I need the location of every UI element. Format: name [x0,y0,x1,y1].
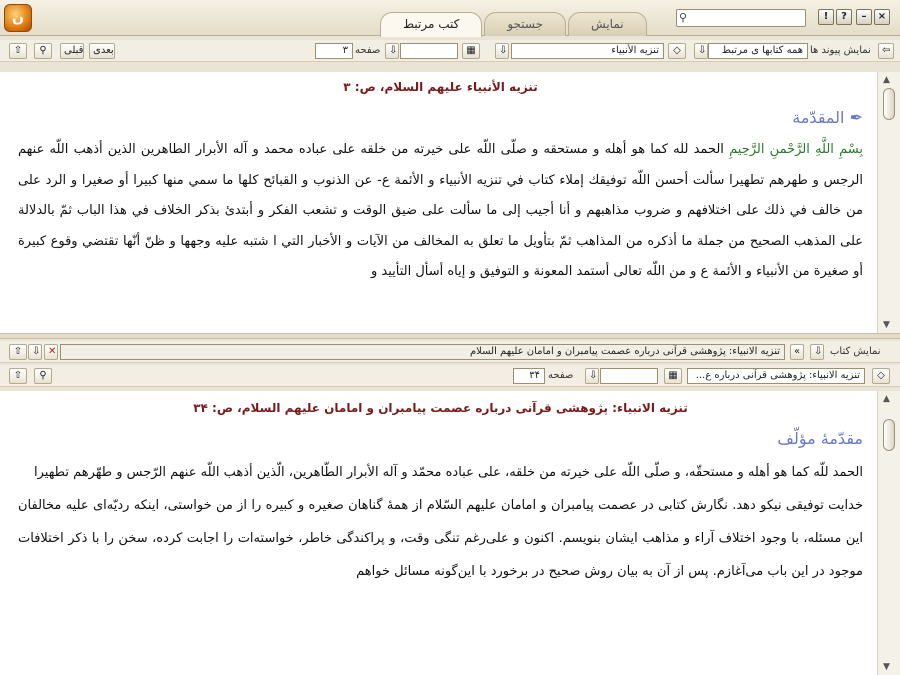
related-label: نمایش پیوند ها [810,45,871,56]
related-book-field[interactable]: تنزیه الانبیاء: پژوهشی قرآنی درباره عصمت پیامبران و امامان علیهم السلام [60,344,785,360]
related-section-heading: مقدّمۀ مؤلّف [777,429,863,448]
title-bar [0,0,900,36]
top-toolbar [0,40,900,62]
page-label: صفحه [355,45,381,56]
show-book-label: نمایش کتاب [830,346,881,357]
related-paragraph-1: الحمد للّه كما هو أهله و مستحقّه، و صلّى اللّه على خيرته من خلقه، على عباده محمّد و آله الأبرار الطّاهرين، الّذين أذهب اللّه عنهم الرّجس و طهّرهم تطهيرا [33,465,863,480]
book-select[interactable]: تنزیه الأنبیاء [511,43,664,59]
bismillah: بِسْمِ اللَّهِ الرَّحْمنِ الرَّحِيمِ [729,142,863,157]
middle-toolbar [0,341,900,363]
related-select[interactable]: همه کتابها ی مرتبط [708,43,808,59]
section-heading [18,108,863,127]
search-input[interactable] [693,10,803,26]
show-book-dropdown-icon[interactable]: ⇩ [810,344,824,360]
page-search-field-2[interactable] [600,368,658,384]
search-tool-icon-2[interactable]: ⚲ [34,368,52,384]
tag-icon-2[interactable]: ◇ [872,368,890,384]
book-dropdown-icon[interactable]: ⇩ [495,43,509,59]
scroll-up-small-button[interactable]: ⇧ [9,344,27,360]
info-button[interactable]: ! [818,9,834,25]
tab-view[interactable]: نمایش [568,12,647,36]
scroll-down-small-button[interactable]: ⇩ [28,344,42,360]
page-label-2: صفحه [548,370,574,381]
tab-search[interactable]: جستجو [484,12,566,36]
page-search-field[interactable] [400,43,458,59]
help-button[interactable]: ? [836,9,852,25]
related-paragraph-2: خدايت توفيقى نيكو دهد. نگارش كتابى در عصمت پيامبران و امامان عليهم السّلام از همۀ گناهان صغيره و كبيره را از من خواستى، اينكه رديّه‌اى عليه مخالفان اين مسئله، با وجود اختلاف آراء و مذاهب ايشان بنويسم. اكنون و على‌رغم تنگى وقت، و پراكندگى خاطر، خواسته‌ات را اجابت كرده، سخن را با ذكر اختلافات موجود در اين باب مى‌آغازم. پس از آن به بيان روش صحيح در برخورد با اين‌گونه مسائل خواهم [18,498,863,579]
back-arrow-icon[interactable]: ⇦ [878,43,894,59]
next-button[interactable]: بعدی [89,43,115,59]
feather-icon: ✒ [849,108,863,127]
close-related-icon[interactable]: ✕ [44,344,58,360]
tab-related-books[interactable]: کتب مرتبط [380,12,482,37]
related-dropdown-icon[interactable]: ⇩ [694,43,708,59]
tag-icon[interactable]: ◇ [668,43,686,59]
scroll-thumb-2[interactable] [883,419,895,451]
app-logo: ن [4,4,32,32]
related-page-title: تنزیه الانبیاء: پژوهشی قرآنی درباره عصمت پیامبران و امامان علیهم السلام، ص: ۳۴ [193,401,688,415]
scroll-up-arrow-icon-2[interactable]: ▲ [883,394,890,404]
main-text-pane [0,72,877,333]
page-field-2[interactable]: ۳۴ [513,368,545,384]
minimize-button[interactable]: – [856,9,872,25]
scroll-up-button-2[interactable]: ⇧ [9,368,27,384]
scroll-up-button[interactable]: ⇧ [9,43,27,59]
related-text-pane [0,391,877,675]
page-dropdown-icon-2[interactable]: ⇩ [585,368,599,384]
body-text [18,135,863,288]
scroll-down-arrow-icon[interactable]: ▼ [883,320,890,330]
section-heading-text: المقدّمة [792,108,845,127]
scroll-down-arrow-icon-2[interactable]: ▼ [883,662,890,672]
scroll-thumb[interactable] [883,88,895,120]
prev-button[interactable]: قبلی [60,43,84,59]
page-title: تنزیه الأنبیاء علیهم السلام، ص: ۳ [343,80,538,94]
page-dropdown-icon[interactable]: ⇩ [385,43,399,59]
pane1-scrollbar[interactable] [877,72,900,333]
book-icon-2[interactable]: ▦ [664,368,682,384]
search-icon: ⚲ [679,11,688,24]
collapse-icon[interactable]: « [790,344,804,360]
pane2-scrollbar[interactable] [877,391,900,675]
pane-splitter[interactable] [0,333,900,339]
book-select-2[interactable]: تنزیه الانبیاء: پژوهشی قرآنی درباره ع... [687,368,865,384]
search-tool-icon[interactable]: ⚲ [34,43,52,59]
book-icon[interactable]: ▦ [462,43,480,59]
scroll-up-arrow-icon[interactable]: ▲ [883,75,890,85]
search-box[interactable] [676,9,806,27]
body-paragraph: الحمد لله كما هو أهله و مستحقه و صلّى اللّه على خيرته من خلقه على عباده محمد و آله الأبرار الطاهرين الذين أذهب اللّه عنهم الرجس و طهرهم تطهيرا سألت أحسن اللّه توفيقك إملاء كتاب في تنزيه الأنبياء و الأئمة ع- عن الذنوب و القبائح كلها ما سمي منها كبيرا أو صغيرا و الرد على من خالف في ذلك على اختلافهم و ضروب مذاهبهم و أنا أجيب إلى ما سألت على ضيق الوقت و تشعب الفكر و أبتدئ بذكر الخلاف في هذا الباب ثمّ بالدلالة على المذهب الصحيح من جملة ما أذكره من المذاهب ثمّ بتأويل ما تعلق به المخالف من الآيات و الأخبار التي ا شتبه عليه وجهها و ظنّ أنّها تقتضي وقوع كبيرة أو صغيرة من الأنبياء و الأئمة ع و من اللّه تعالى أستمد المعونة و التوفيق و إياه أسأل التأييد و [18,142,863,279]
tab-strip [380,12,647,36]
close-button[interactable]: × [874,9,890,25]
page-field[interactable]: ۳ [315,43,353,59]
bottom-toolbar [0,365,900,387]
